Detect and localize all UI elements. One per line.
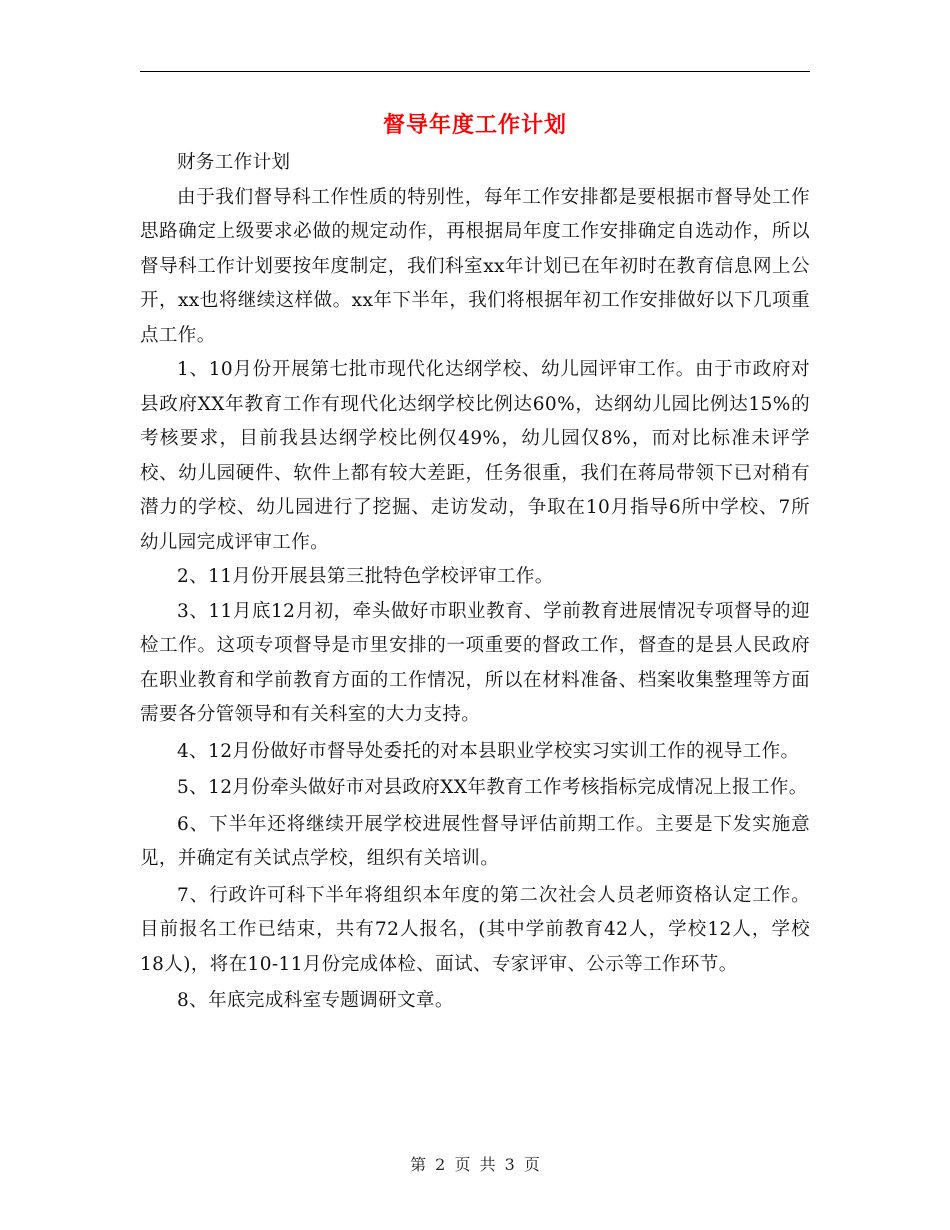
- paragraph-item-6: 6、下半年还将继续开展学校进展性督导评估前期工作。主要是下发实施意见，并确定有关试点学校，组织有关培训。: [140, 813, 810, 869]
- paragraph-item-2: 2、11月份开展县第三批特色学校评审工作。: [177, 566, 554, 587]
- page-footer: 第 2 页 共 3 页: [410, 1155, 540, 1174]
- document-body: [140, 146, 810, 1019]
- paragraph-intro: 由于我们督导科工作性质的特别性，每年工作安排都是要根据市督导处工作思路确定上级要求必做的规定动作，再根据局年度工作安排确定自选动作，所以督导科工作计划要按年度制定，我们科室xx年计划已在年初时在教育信息网上公开，xx也将继续这样做。xx年下半年，我们将根据年初工作安排做好以下几项重点工作。: [140, 186, 810, 346]
- paragraph-item-8: 8、年底完成科室专题调研文章。: [177, 990, 454, 1011]
- document-title: 督导年度工作计划: [382, 112, 567, 138]
- paragraph-item-1: 1、10月份开展第七批市现代化达纲学校、幼儿园评审工作。由于市政府对县政府XX年教育工作有现代化达纲学校比例达60%，达纲幼儿园比例达15%的考核要求，目前我县达纲学校比例仅49%，幼儿园仅8%，而对比标准未评学校、幼儿园硬件、软件上都有较大差距，任务很重，我们在蒋局带领下已对稍有潜力的学校、幼儿园进行了挖掘、走访发动，争取在10月指导6所中学校、7所幼儿园完成评审工作。: [140, 359, 810, 553]
- header-rule: [140, 71, 810, 72]
- paragraph-subheading: 财务工作计划: [177, 152, 291, 173]
- paragraph-item-5: 5、12月份牵头做好市对县政府XX年教育工作考核指标完成情况上报工作。: [177, 777, 808, 798]
- paragraph-item-3: 3、11月底12月初，牵头做好市职业教育、学前教育进展情况专项督导的迎检工作。这项专项督导是市里安排的一项重要的督政工作，督查的是县人民政府在职业教育和学前教育方面的工作情况，所以在材料准备、档案收集整理等方面需要各分管领导和有关科室的大力支持。: [140, 600, 810, 725]
- paragraph-item-7: 7、行政许可科下半年将组织本年度的第二次社会人员老师资格认定工作。目前报名工作已结束，共有72人报名，(其中学前教育42人，学校12人，学校18人)，将在10-11月份完成体检、面试、专家评审、公示等工作环节。: [140, 884, 810, 975]
- paragraph-item-4: 4、12月份做好市督导处委托的对本县职业学校实习实训工作的视导工作。: [177, 740, 800, 762]
